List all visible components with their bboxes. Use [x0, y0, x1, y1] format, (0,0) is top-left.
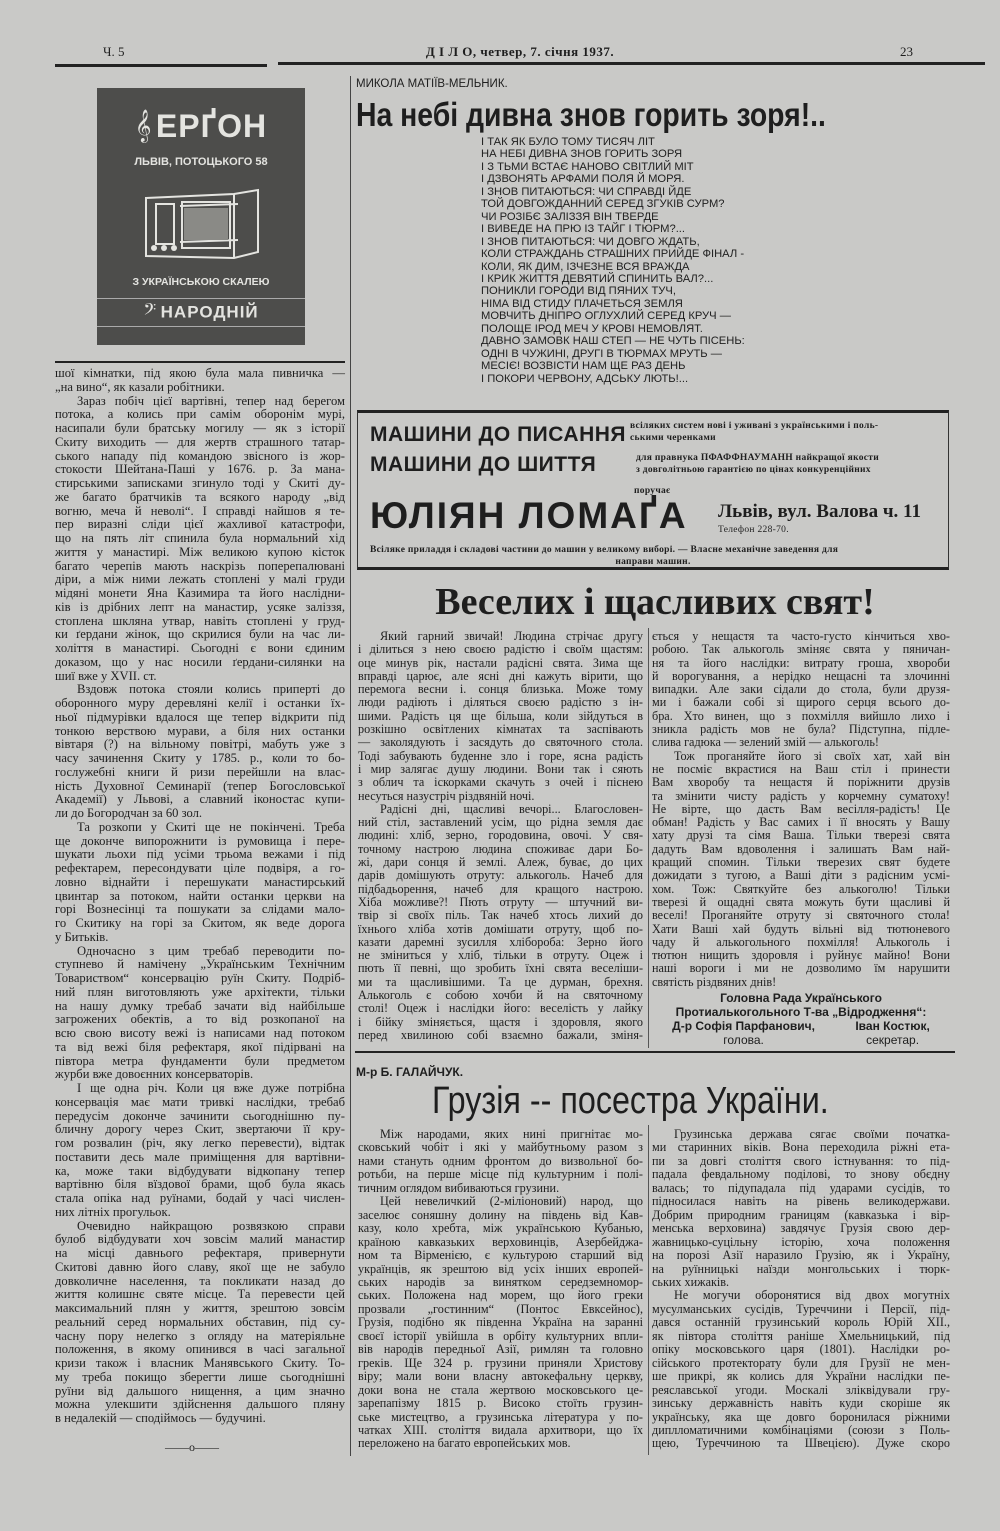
holiday-column-1	[358, 630, 643, 1042]
text-line: та від вежі біля рефектаря, якої підірвані на	[55, 1039, 345, 1054]
text-line: випадки. Але заки сідали до стола, були друзя-	[652, 682, 950, 697]
text-line: українську, яка ще довго боронилася ріжними	[652, 1409, 950, 1424]
text-line: і ділиться з нею своєю радістю і своїм щастям:	[358, 642, 643, 657]
paragraph	[652, 1128, 950, 1289]
text-line: Не вірте, що дасть Вам весілля-радість! Це	[652, 801, 950, 816]
text-line: тонкою верствою мурави, а біля них останки	[55, 723, 345, 738]
paragraph	[55, 1220, 345, 1426]
text-line: жі, дари сонця й землі. Алеж, буває, до цих	[358, 855, 643, 870]
text-line: щею, Туреччиною та Швецією). Дуже скоро	[652, 1436, 950, 1451]
text-line: не посміє вкрастися на Ваш стіл і принести	[652, 761, 950, 776]
poem-line: ОДНІ В ЧУЖИНІ, ДРУГІ В ТЮРМАХ МРУТЬ —	[481, 347, 722, 360]
text-line: гослужебні книги й ризи перейшли на влас-	[55, 764, 345, 779]
text-line: загрожених обектів, а то від розкопаної на	[55, 1012, 345, 1027]
ad-bottom-rule	[55, 361, 345, 363]
text-line: оце минув рік, настали радісні свята. Зима ще	[358, 655, 643, 670]
text-line: точному настрою людина споживає дари Бо-	[358, 841, 643, 856]
text-line: віру; мали вони власну автокефальну церкву,	[358, 1369, 643, 1384]
text-line: ний плян виготовляють уже архітекти, тільки	[55, 984, 345, 999]
text-line: Між народами, яких нині пригнітає мо-	[380, 1127, 643, 1141]
merchant-address: Львів, вул. Валова ч. 11	[718, 501, 922, 522]
text-line: руїни від дальшого нищення, а цим значно	[55, 1383, 345, 1398]
text-line: журби вже довоєнних консерваторів.	[55, 1067, 254, 1082]
signature-person-1: Д-р Софія Парфанович,	[672, 1019, 815, 1034]
text-line: вправді царює, але ясні дні кажуть вірити, що	[358, 668, 643, 683]
text-line: ється у нещастя та часто-густо кінчиться хво-	[652, 629, 950, 643]
text-line: у Битьків.	[55, 929, 109, 944]
text-line: часну пору нелегко з огляду на матеріяльне	[55, 1328, 345, 1343]
poem-line: МЕСІЄ! ВОЗВІСТИ НАМ ЩЕ РАЗ ДЕНЬ	[481, 360, 686, 373]
text-line: опіку московського царя (1801). Наслідки ро-	[652, 1342, 950, 1357]
paragraph	[55, 1082, 345, 1220]
text-line: Не могучи оборонятися від двох могутніх	[674, 1288, 950, 1303]
text-line: ських. Положена над морем, що його греки	[358, 1288, 643, 1303]
text-line: на руїнницькі наїзди монгольських і тюрк-	[652, 1261, 950, 1276]
text-line: ми старинних віків. Вона переходила ріжні ета-	[652, 1140, 950, 1155]
poem-line: І ЗНОВ ПИТАЮТЬСЯ: ЧИ ДОВГО ЖДАТЬ,	[481, 235, 700, 248]
text-line: ньої підмурівки вдалося ще тепер відкрити під	[55, 709, 345, 724]
text-line: Скитові давню його славу, якої ще не забуло	[55, 1259, 345, 1274]
text-line: мідяні монети Яна Казимира та його наслідни-	[55, 586, 345, 600]
text-line: багато черепів мають наскрізь поперепалювані	[55, 558, 345, 573]
text-line: можна улекшити здійснення дальшого пляну	[55, 1397, 345, 1412]
text-line: сковський чобіт і які у майбутньому разом з	[358, 1140, 643, 1155]
text-line: ше прикрі, як колись для України наслідки пе-	[652, 1369, 950, 1384]
text-line: Академії) у Львові, а славний іконостас купи-	[55, 792, 345, 807]
poem-line: ЧИ РОЗІБЄ ЗАЛІЗЗЯ ВІН ТВЕРДЕ	[481, 210, 659, 223]
text-line: оборонного муру деревляні келії і останки їх-	[55, 696, 345, 710]
poem-title: На небі дивна знов горить зоря!..	[356, 96, 826, 133]
text-line: ли до Богородчан за 60 зол.	[55, 806, 203, 820]
text-line: Грузія, подібно як південна Україна на заранні	[358, 1315, 643, 1330]
text-line: греків. Ще 324 р. грузини приняли Христову	[358, 1355, 643, 1370]
signature-role-1: голова.	[723, 1033, 764, 1048]
text-line: країною кавказьких верховинців, Азербейджа-	[358, 1234, 643, 1249]
text-line: на порозі Азії наразило Грузію, як і Україну,	[652, 1248, 950, 1263]
text-line: дадуть Вам вдоволення і залишать Вам най-	[652, 841, 950, 856]
text-line: півтора метра фундаменти були предметом	[55, 1053, 345, 1068]
text-line: Вам хворобу та нещастя й поріжнити друзів	[652, 775, 950, 790]
text-line: цвинтар за потоком, найти останки церкви на	[55, 888, 345, 903]
text-line: зарепапізму 1815 р. Високо стоїть грузин-	[358, 1396, 643, 1411]
text-line: столі! Оцеж і наслідки його: веселість у лайку	[358, 1001, 643, 1016]
text-line: кращий спомин. Тільки тверезих свят будете	[652, 855, 950, 870]
text-line: робою. Так алькоголь зміняє свята у пяничан-	[652, 642, 950, 657]
text-line: переложено на багато европейських мов.	[358, 1436, 571, 1451]
text-line: та змінити чисту радість у корчемну суматоху!	[652, 788, 950, 803]
text-line: ків із дрібних лепт на манастир, усяке заліззя,	[55, 599, 345, 614]
text-line: мусулманських сусідів, Туреччини і Персії, під-	[652, 1301, 950, 1316]
text-line: Тоді забувають буденне зло і горе, ясна радість	[358, 748, 643, 763]
text-line: Грузинська держава сягає своїми початка-	[674, 1127, 950, 1141]
text-line: ми і бажали собі зі щирого серця всього до-	[652, 695, 950, 710]
text-line: несуться назустріч різдвяній ночі.	[358, 788, 535, 803]
text-line: Товариством“ консервацію руїн Скиту. Подріб-	[55, 971, 345, 985]
text-line: доки вона не стала жертвою московського це-	[358, 1382, 643, 1397]
masthead-date: Д І Л О, четвер, 7. січня 1937.	[425, 44, 615, 59]
merchant-name: ЮЛІЯН ЛОМАҐА	[370, 495, 688, 536]
text-line: тверезі й ощадні свята можуть бути щасливі й	[652, 894, 950, 909]
text-line: пи за довгі століття свого істнування: то під-	[652, 1153, 950, 1168]
text-line: стоплена шкляна утвар, навіть стоплені у груд-	[55, 613, 345, 628]
text-line: наші вороги і ми не дозволимо їм нарушити	[652, 961, 950, 976]
ergon-radio-ad	[97, 88, 305, 345]
text-line: же багато братчиків та всякого народу „від	[55, 489, 345, 504]
text-line: хом. Тож: Святкуйте без алькоголю! Тільки	[652, 881, 950, 896]
text-line: Який гарний звичай! Людина стрічає другу	[380, 629, 643, 643]
ergon-address: ЛЬВІВ, ПОТОЦЬКОГО 58	[134, 156, 268, 168]
poem-line: І З ТЬМИ ВСТАЄ НАНОВО СВІТЛИЙ МІТ	[481, 160, 694, 173]
text-line: українців, як зрештою від усіх інших европей-	[358, 1261, 643, 1276]
text-line: Тож проганяйте його зі своїх хат, хай він	[674, 748, 950, 763]
text-line: ка, може таки відбудувати відкопану тепер	[55, 1163, 345, 1178]
text-line: ня та його наслідки: витрату гроша, хвороби	[652, 655, 950, 670]
text-line: ське мистецтво, а грузинська література у по-	[358, 1409, 643, 1424]
article-end-mark: ——o——	[165, 1440, 219, 1454]
text-line: ще доконче випорожнити із румовища і пере-	[55, 833, 345, 848]
text-line: діри, а між ними лежать стоплені у малі груди	[55, 572, 345, 587]
text-line: слива гадюка — зелений змій — алькоголь!	[652, 735, 879, 750]
text-line: Цей невеличкий (2-міліоновий) народ, що	[380, 1194, 643, 1209]
text-line: вартівню біля вїздової брами, щоб була якась	[55, 1177, 345, 1192]
text-line: ського нападу під командою звісного із жор-	[55, 448, 345, 463]
text-line: ном та Вірменією, є культурою старший від	[358, 1248, 643, 1263]
signature-org-2: Протиалькогольного Т-ва „Відродження“:	[675, 1005, 927, 1020]
recommends-label: поручає	[634, 486, 671, 496]
text-line: часу зачинення Скиту у 1785. р., коли то бо-	[55, 751, 345, 765]
text-line: стирськими записками згинуло тоді у Скиті ду-	[55, 476, 345, 490]
poem-line: І ВИВЕДЕ НА ПРЮ ІЗ ТАЙГ І ТЮРМ?...	[481, 223, 686, 236]
text-line: всю свою висоту вежі із написами над потоком	[55, 1026, 345, 1040]
text-line: дожидати з тугою, а Ваші діти з радісним усмі-	[652, 868, 950, 883]
text-line: стокости Шейтана-Паші у 1676. р. За мана-	[55, 462, 345, 477]
text-line: і мир залягає душу людини. Вони так і сяють	[358, 761, 643, 776]
text-line: бра. Хто винен, що з похмілля вийшло лихо і	[652, 708, 950, 723]
column-divider	[350, 76, 351, 1456]
poem-line: ДАВНО ЗАМОВК НАШ СТЕП — НЕ ЧУТЬ ПІСЕНЬ:	[481, 335, 745, 348]
text-line: дарів домішують отруту: алькоголь. Начеб для	[358, 868, 643, 883]
text-line: — заколядують і засядуть до святочного стола.	[358, 735, 643, 750]
text-line: як півтора століття раніше Хмельницький, під	[652, 1328, 950, 1343]
sewing-note-2: з довголітньою гарантією по цінах конкуренційних	[636, 465, 871, 475]
sewing-heading: МАШИНИ ДО ШИТТЯ	[370, 453, 597, 476]
ergon-model: НАРОДНІЙ	[160, 302, 259, 322]
text-line: бличну дорогу через Скит, звертаючи її кру-	[55, 1122, 345, 1137]
text-line: „на вино“, як казали робітники.	[55, 379, 225, 394]
paragraph	[55, 821, 345, 945]
text-line: ступнево й намічену „Українським Технічним	[55, 957, 345, 972]
text-line: зникла радість мов не була? Підступна, підле-	[652, 722, 950, 737]
text-line: життя у манастирі. Між великою купою кісток	[55, 544, 345, 559]
text-line: го Скитику на горі за Скитом, як веде дорога	[55, 916, 345, 930]
page-number: 23	[900, 44, 913, 59]
text-line: менська верховина) завдячує Грузія свою дер-	[652, 1221, 950, 1236]
text-line: святість різдвяних днів!	[652, 974, 777, 989]
text-line: Очевидно найкращою розвязкою справи	[77, 1218, 345, 1233]
text-line: ротьби, на перше місце під культурним і полі-	[358, 1167, 643, 1182]
georgia-column-2	[652, 1128, 950, 1451]
paragraph	[55, 945, 345, 1083]
left-article	[55, 367, 345, 1426]
ergon-brand: ЕРҐОН	[155, 108, 268, 144]
typewriters-heading: МАШИНИ ДО ПИСАННЯ	[370, 423, 626, 446]
text-line: шиї вже у XVII. ст.	[55, 668, 157, 683]
text-line: перед хвилиною собі взаємно бажали, зміня-	[358, 1027, 643, 1042]
text-line: перемога весни і. сонця близька. Може тому	[358, 682, 643, 697]
text-line: розкішно освітлених кімнатах та заспівають	[358, 722, 643, 737]
text-line: Вздовж потока стояли колись приперті до	[77, 682, 345, 697]
text-line: них літніх прогульок.	[55, 1204, 171, 1219]
sewing-note: для правнука ПФАФФНАУМАНН найкращої якости	[636, 453, 880, 463]
poem-line: ПОЛОЩЕ ІРОД МЕЧ У КРОВІ НЕМОВЛЯТ.	[481, 322, 703, 335]
text-line: своєї історії увійшла в орбіту культурних впли-	[358, 1328, 643, 1343]
text-line: реальний серед нормальних обставин, під су-	[55, 1314, 345, 1329]
paragraph	[358, 1195, 643, 1451]
poem-line: І ЗНОВ ПИТАЮТЬСЯ: ЧИ СПРАВДІ ЙДЕ	[481, 185, 692, 198]
text-line: дався останній грузинський король Юрій XII.,	[652, 1315, 950, 1330]
text-line: вівтаря (?) на вільному повітрі, мабуть уже з	[55, 737, 345, 752]
lomaga-ad	[357, 410, 949, 570]
signature-org: Головна Рада Українського	[720, 991, 882, 1006]
signature-role-2: секретар.	[866, 1033, 920, 1048]
text-line: рефектарем, пересондувати ціле подвіря, а го-	[55, 861, 345, 875]
text-line: люди радіють і діляться своєю радістю з ін-	[358, 695, 643, 710]
bass-clef-icon: 𝄢	[143, 301, 157, 323]
text-line: заселює соняшну долину на південь від Кав-	[358, 1207, 643, 1222]
poem-line: ПОНИКЛИ ГОРОДИ ВІД ПЯНИХ ТУЧ,	[481, 285, 676, 298]
text-line: валась; то підупадала під ударами сусідів, то	[652, 1180, 950, 1195]
holiday-column-2	[652, 630, 950, 1047]
text-line: прозвали „гостинним“ (Понтос Евксейнос),	[358, 1301, 643, 1316]
poem-line: НІМА ВІД СТИДУ ПЛАЧЕТЬСЯ ЗЕМЛЯ	[481, 297, 683, 310]
poem-line: І ПОКОРИ ЧЕРВОНУ, АДСЬКУ ЛЮТЬ!...	[481, 372, 689, 385]
text-line: й ворогування, а нерідко нещасні та злочинні	[652, 668, 950, 683]
treble-clef-icon: 𝄞	[134, 110, 152, 141]
ergon-logo	[97, 108, 305, 145]
text-line: зинську державність навіть куди скоріше як	[652, 1396, 950, 1411]
text-line: горі Вознесінці та пошукати за слідами мало-	[55, 902, 345, 917]
holiday-title: Веселих і щасливих свят!	[435, 581, 875, 623]
text-line: холіття в манастирі. Сьогодні є вони єдиним	[55, 641, 345, 655]
text-line: ловно віднайти і перешукати манастирський	[55, 874, 345, 889]
text-line: обман! Радість у Вас самих і її вносять у Вашу	[652, 815, 950, 830]
text-line: консервація має мати тривкі наслідки, требаб	[55, 1094, 345, 1109]
text-line: Алькоголь є собою хочби й на святочному	[358, 988, 643, 1003]
text-line: шої кімнатки, під якою була мала пивничка —	[55, 366, 345, 380]
poem-line: МОВЧИТЬ ДНІПРО ОГЛУХЛИЙ СЕРЕД КРУЧ —	[481, 310, 731, 323]
text-line: людині: хліб, зерно, городовина, овочі. У свя-	[358, 828, 643, 843]
text-line: диплломатичними комбінаціями (союзи з Поль-	[652, 1422, 950, 1437]
poem-line: І ТАК ЯК БУЛО ТОМУ ТИСЯЧ ЛІТ	[481, 136, 655, 148]
holiday-column-2-text	[652, 630, 950, 989]
text-line: сійського протекторату були для Грузії не мен-	[652, 1355, 950, 1370]
text-line: кризи також і власник Манявського Скиту. То-	[55, 1356, 345, 1370]
text-line: Хати Ваші хай будуть вільні від тютюневого	[652, 921, 950, 936]
paragraph	[652, 630, 950, 750]
radio-icon	[142, 186, 262, 266]
header-rule-left	[55, 64, 267, 67]
section-rule	[355, 1051, 955, 1053]
poem-body	[481, 136, 745, 385]
text-line: му треба покищо зберегти лише сьогоднішні	[55, 1369, 345, 1384]
text-line: життя колишнє святе місце. Та перевести цей	[55, 1287, 345, 1302]
paragraph	[55, 395, 345, 684]
text-line: їхнього хліба хотів домішати отруту, щоб по-	[358, 921, 643, 936]
text-line: тютюн нищить здоровля і руйнує майно! Вони	[652, 948, 950, 963]
text-line: насипали були братську могилу — як з історії	[55, 421, 345, 435]
poem-line: КОЛИ СТРАЖДАНЬ СТРАШНИХ ПРИЙДЕ ФІНАЛ -	[481, 248, 745, 261]
text-line: максимальний плян у життя, зрештою зовсім	[55, 1301, 345, 1315]
poem-author: МИКОЛА МАТІЇВ-МЕЛЬНИК.	[356, 78, 508, 90]
text-line: підносилася навіть на рівень великодержави.	[652, 1194, 950, 1209]
column-divider	[648, 628, 649, 1048]
ad-footer-2: направи машин.	[615, 557, 691, 567]
text-line: Одночасно з цим требаб переводити по-	[77, 943, 345, 958]
text-line: твір зі своїх піль. Так начеб хтось лихий до	[358, 908, 643, 923]
text-line: Добрим природним границям (кавказька і вір-	[652, 1207, 950, 1222]
text-line: стала опіка над руїнами, бодай у часі числен-	[55, 1191, 345, 1205]
text-line: на нашу думку требаб зачати від найбільше	[55, 998, 345, 1013]
poem-line: І КРИК ЖИТТЯ ДЕВЯТИЙ СПИНИТЬ ВАЛ?...	[481, 272, 714, 285]
paragraph	[652, 1289, 950, 1450]
georgia-title: Грузія -- посестра України.	[432, 1080, 829, 1122]
text-line: Та розкопи у Скиті ще не покінчені. Треба	[77, 819, 345, 834]
text-line: в недалекій — сподіймось — будучині.	[55, 1411, 266, 1425]
text-line: чатках XIII. століття видала архитвори, що їх	[358, 1422, 643, 1437]
text-line: ських народів за винятком середземномор-	[358, 1274, 643, 1289]
text-line: вів народів передньої Азії, римлян та головно	[358, 1342, 643, 1357]
section-number: Ч. 5	[103, 44, 125, 59]
text-line: Скиту виходить — для жертв страшного татар-	[55, 434, 345, 449]
typewriters-note-2: ськими черенками	[630, 433, 716, 443]
text-line: ми та щасливішими. Та це дурман, брехня.	[358, 974, 643, 989]
text-line: доказом, що у нас носили ґердани-силянки на	[55, 654, 345, 669]
text-line: Зараз побіч цієї вартівні, тепер над берегом	[77, 393, 345, 408]
text-line: підбадьорення, начеб для кращого настрою.	[358, 881, 643, 896]
column-divider	[648, 1125, 649, 1455]
ergon-model-row	[97, 298, 305, 327]
text-line: з облич та іскорками скачуть з очей і піснею	[358, 775, 643, 790]
poem-line: ТОЙ ДОВГОЖДАННИЙ СЕРЕД ЗГУКІВ СУРМ?	[481, 198, 725, 211]
poem-line: КОЛИ, ЯК ДИМ, ІЗЧЕЗНЕ ВСЯ ВРАЖДА	[481, 260, 690, 273]
paragraph	[652, 750, 950, 989]
merchant-phone: Телефон 228-70.	[718, 525, 789, 535]
text-line: потока, а колись при самім оборонім мурі,	[55, 407, 345, 422]
text-line: на місці давнього рефектаря, привернути	[55, 1246, 345, 1260]
paragraph	[358, 1128, 643, 1195]
text-line: не зміниться у хліб, тільки в отруту. Оцеж і	[358, 948, 643, 963]
header-rule-right	[278, 62, 985, 65]
text-line: вогню, меча й неволі“. І справді найшов я те-	[55, 503, 345, 518]
ad-footer: Всіляке приладдя і складові частини до машин у великому виборі. — Власне механічне заведення для	[370, 545, 839, 555]
text-line: тичним оглядом вибиваються грузини.	[358, 1180, 560, 1195]
text-line: хату друзі та сімя Ваша. Тільки тверезі свята	[652, 828, 950, 843]
text-line: довколичне населення, та покликати назад до	[55, 1273, 345, 1288]
text-line: Хіба можливе?! Пють отруту — штучний ви-	[358, 894, 643, 909]
text-line: ки ґердани жінок, що скрилися були на час ли-	[55, 627, 345, 642]
text-line: шими. Радість ця ще більша, коли зійдуться в	[358, 708, 643, 723]
georgia-column-1	[358, 1128, 643, 1451]
text-line: казати даремні зусилля хлібороба: Зерно його	[358, 934, 643, 949]
text-line: гом розвалин (річ, яку легко перевести), відтак	[55, 1136, 345, 1150]
paragraph	[55, 367, 345, 395]
paragraph	[358, 803, 643, 1042]
paragraph	[358, 630, 643, 803]
text-line: пють її певні, що зробить їхні свята веселіши-	[358, 961, 643, 976]
text-line: положення, в якому опинився в часі загальної	[55, 1342, 345, 1357]
ergon-feature: З УКРАЇНСЬКОЮ СКАЛЕЮ	[132, 276, 270, 288]
georgia-author: М-р Б. ГАЛАЙЧУК.	[356, 1065, 464, 1079]
text-line: поставити десь мале приміщення для вартівни-	[55, 1149, 345, 1164]
text-line: падала февдальному поділові, то знову обєдну	[652, 1167, 950, 1182]
signature-people	[652, 1019, 950, 1047]
text-line: чаду й алькогольного похмілля! Алькоголь і	[652, 934, 950, 949]
text-line: булоб відбудувати хоч зовсім малий манастир	[55, 1232, 345, 1247]
poem-line: І ДЗВОНЯТЬ АРФАМИ ПОЛЯ Й МОРЯ.	[481, 173, 685, 186]
text-line: реяславської угоди. Москалі зліквідували гру-	[652, 1382, 950, 1397]
text-line: що на пять літ спинила була нормальний хід	[55, 531, 345, 545]
text-line: І ще одна річ. Коли ця вже дуже потрібна	[77, 1081, 345, 1095]
text-line: ських хижаків.	[652, 1274, 730, 1289]
signature-person-2: Іван Костюк,	[855, 1019, 930, 1034]
poem-line: НА НЕБІ ДИВНА ЗНОВ ГОРИТЬ ЗОРЯ	[481, 148, 683, 161]
text-line: пер виразні сліди цієї жахливої катастрофи,	[55, 517, 345, 532]
text-line: ність Духовної Семинарії (тепер Богословської	[55, 778, 345, 793]
text-line: передусім доконче зачинити сьогоднішню пу-	[55, 1108, 345, 1123]
text-line: і бійку зміняється, щастя і здоровля, якого	[358, 1014, 643, 1029]
typewriters-note: всіляких систем нові і уживані з українськими і поль-	[630, 421, 879, 431]
text-line: ний стіл, заставлений усім, що рідна земля дає	[358, 815, 643, 830]
text-line: шукати льохи під усіми трьома вежами і під	[55, 847, 345, 862]
text-line: веселі! Проганяйте отруту зі святочного стола!	[652, 908, 950, 923]
paragraph	[55, 683, 345, 821]
text-line: нами стануть одним фронтом до визвольної бо-	[358, 1153, 643, 1168]
text-line: казу, коло хребта, між українською Кубанью,	[358, 1221, 643, 1236]
text-line: жавницько-суцільну історію, хоча положення	[652, 1234, 950, 1249]
text-line: Радісні дні, щасливі вечорі... Благословен-	[380, 801, 643, 816]
